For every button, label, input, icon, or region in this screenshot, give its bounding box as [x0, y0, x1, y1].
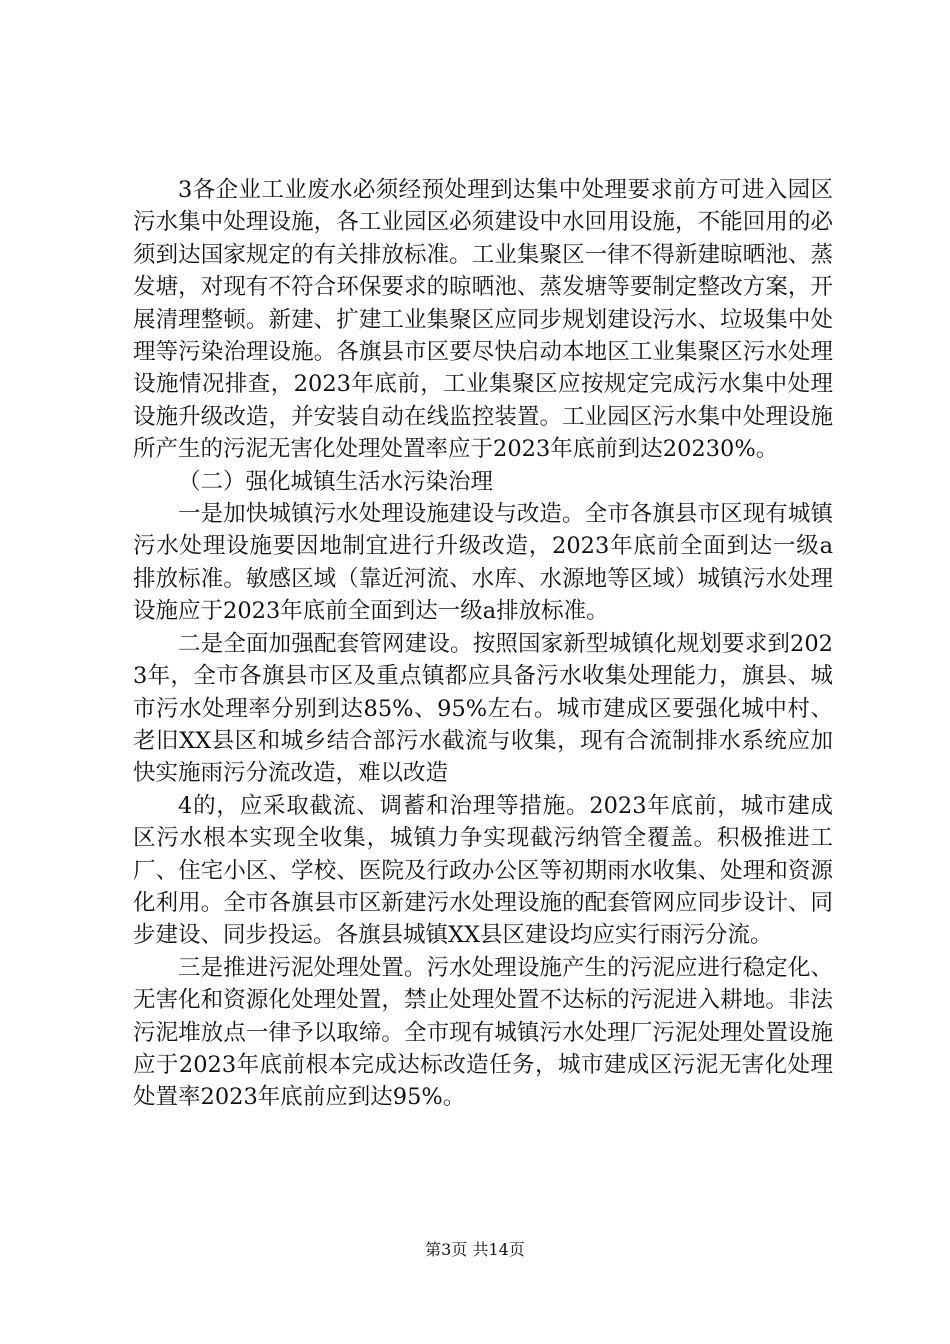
paragraph-pipe-network: 二是全面加强配套管网建设。按照国家新型城镇化规划要求到2023年，全市各旗县市区及重点镇都应具备污水收集处理能力，旗县、城市污水处理率分别到达85%、95%左右。城市建成区要强化城中村、老旧XX县区和城乡结合部污水截流与收集，现有合流制排水系统应加快实施雨污分流改造，难以改造	[133, 630, 833, 787]
paragraph-sewage-facilities: 一是加快城镇污水处理设施建设与改造。全市各旗县市区现有城镇污水处理设施要因地制宜进行升级改造，2023年底前全面到达一级a排放标准。敏感区域（靠近河流、水库、水源地等区域）城镇污水处理设施应于2023年底前全面到达一级a排放标准。	[133, 501, 833, 625]
page-footer: 第3页 共14页	[425, 1240, 525, 1259]
section-heading-urban-water: （二）强化城镇生活水污染治理	[178, 468, 494, 495]
document-body	[133, 174, 833, 1114]
paragraph-industrial-wastewater: 3各企业工业废水必须经预处理到达集中处理要求前方可进入园区污水集中处理设施，各工业园区必须建设中水回用设施，不能回用的必须到达国家规定的有关排放标准。工业集聚区一律不得新建晾晒池、蒸发塘，对现有不符合环保要求的晾晒池、蒸发塘等要制定整改方案，开展清理整顿。新建、扩建工业集聚区应同步规划建设污水、垃圾集中处理等污染治理设施。各旗县市区要尽快启动本地区工业集聚区污水处理设施情况排查，2023年底前，工业集聚区应按规定完成污水集中处理设施升级改造，并安装自动在线监控装置。工业园区污水集中处理设施所产生的污泥无害化处理处置率应于2023年底前到达20230%。	[133, 177, 833, 463]
paragraph-interception: 4的，应采取截流、调蓄和治理等措施。2023年底前，城市建成区污水根本实现全收集，城镇力争实现截污纳管全覆盖。积极推进工厂、住宅小区、学校、医院及行政办公区等初期雨水收集、处理和资源化利用。全市各旗县市区新建污水处理设施的配套管网应同步设计、同步建设、同步投运。各旗县城镇XX县区建设均应实行雨污分流。	[133, 792, 833, 949]
paragraph-sludge-treatment: 三是推进污泥处理处置。污水处理设施产生的污泥应进行稳定化、无害化和资源化处理处置，禁止处理处置不达标的污泥进入耕地。非法污泥堆放点一律予以取缔。全市现有城镇污水处理厂污泥处理处置设施应于2023年底前根本完成达标改造任务，城市建成区污泥无害化处理处置率2023年底前应到达95%。	[133, 954, 833, 1111]
